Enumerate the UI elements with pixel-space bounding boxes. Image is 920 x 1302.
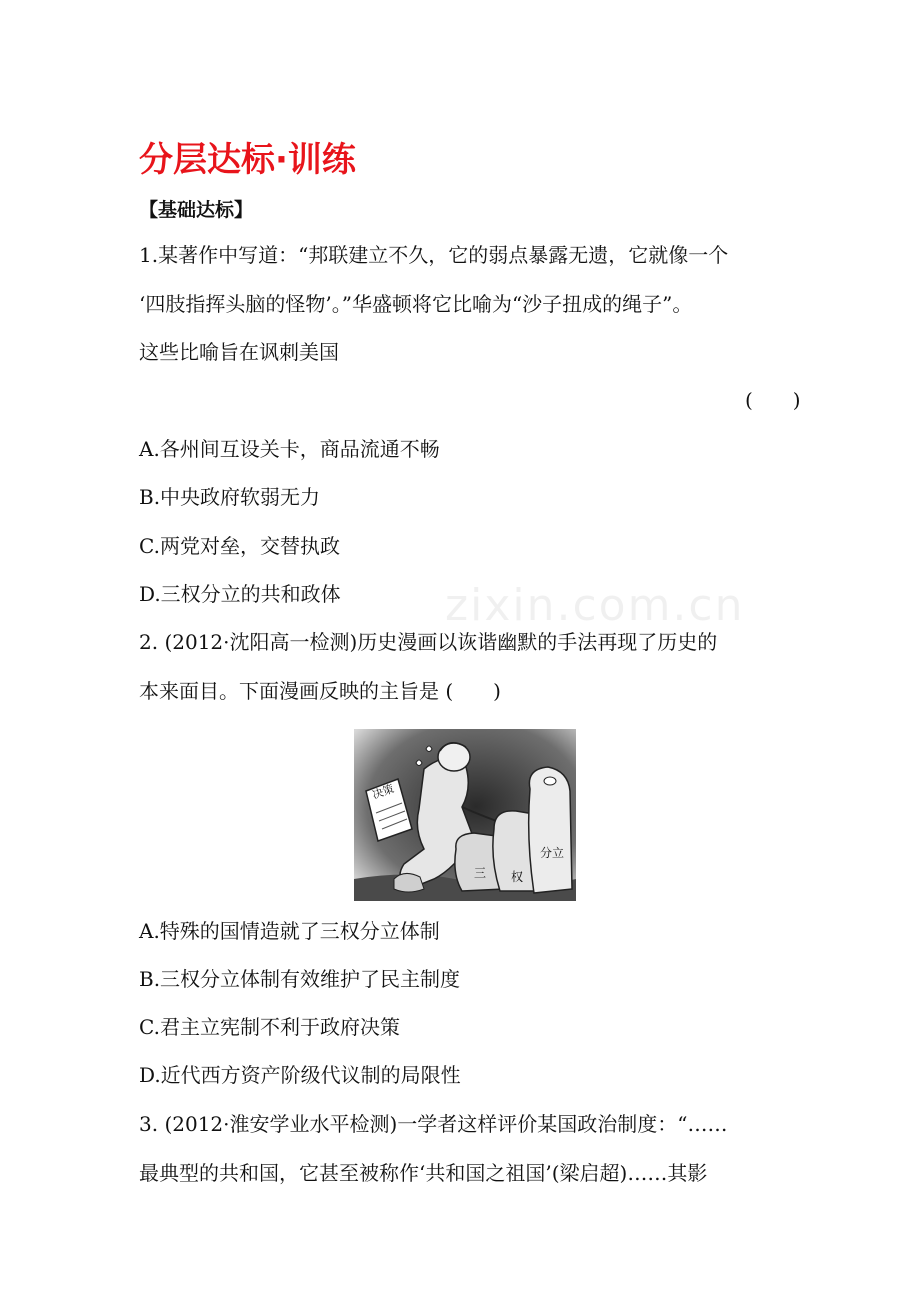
q2-option-a: A.特殊的国情造就了三权分立体制 [139,919,440,943]
cartoon-image [354,729,576,901]
cartoon-stone-2-label: 权 [511,870,524,884]
section-heading: 【基础达标】 [139,199,254,221]
q2-option-d: D.近代西方资产阶级代议制的局限性 [139,1063,461,1087]
q1-answer-blank: ( ) [745,388,801,412]
cartoon-stone-3-label: 分立 [540,846,565,860]
q1-stem-line-1: 1.某著作中写道：“邦联建立不久，它的弱点暴露无遗，它就像一个 [139,243,729,267]
q3-stem-line-2: 最典型的共和国，它甚至被称作‘共和国之祖国’(梁启超)……其影 [139,1161,708,1185]
q2-option-c: C.君主立宪制不利于政府决策 [139,1015,400,1039]
q1-stem-line-2: ‘四肢指挥头脑的怪物’。”华盛顿将它比喻为“沙子扭成的绳子”。 [139,292,693,316]
q2-stem-line-1: 2. (2012·沈阳高一检测)历史漫画以诙谐幽默的手法再现了历史的 [139,630,718,654]
q1-option-a: A.各州间互设关卡，商品流通不畅 [139,437,440,461]
q2-option-b: B.三权分立体制有效维护了民主制度 [139,967,461,991]
cartoon-stone-1-label: 三 [474,866,487,880]
page-title: 分层达标·训练 [139,140,356,180]
cartoon-paper-label: 决策 [370,782,396,802]
cartoon-stone-3 [529,767,572,893]
q1-option-d: D.三权分立的共和政体 [139,582,341,606]
q1-option-b: B.中央政府软弱无力 [139,485,321,509]
q1-stem-line-3: 这些比喻旨在讽刺美国 [139,340,339,364]
q2-stem-line-2: 本来面目。下面漫画反映的主旨是 ( ) [139,679,501,703]
q1-option-c: C.两党对垒，交替执政 [139,534,340,558]
watermark: zixin.com.cn [445,580,745,631]
q3-stem-line-1: 3. (2012·淮安学业水平检测)一学者这样评价某国政治制度：“…… [139,1112,728,1136]
